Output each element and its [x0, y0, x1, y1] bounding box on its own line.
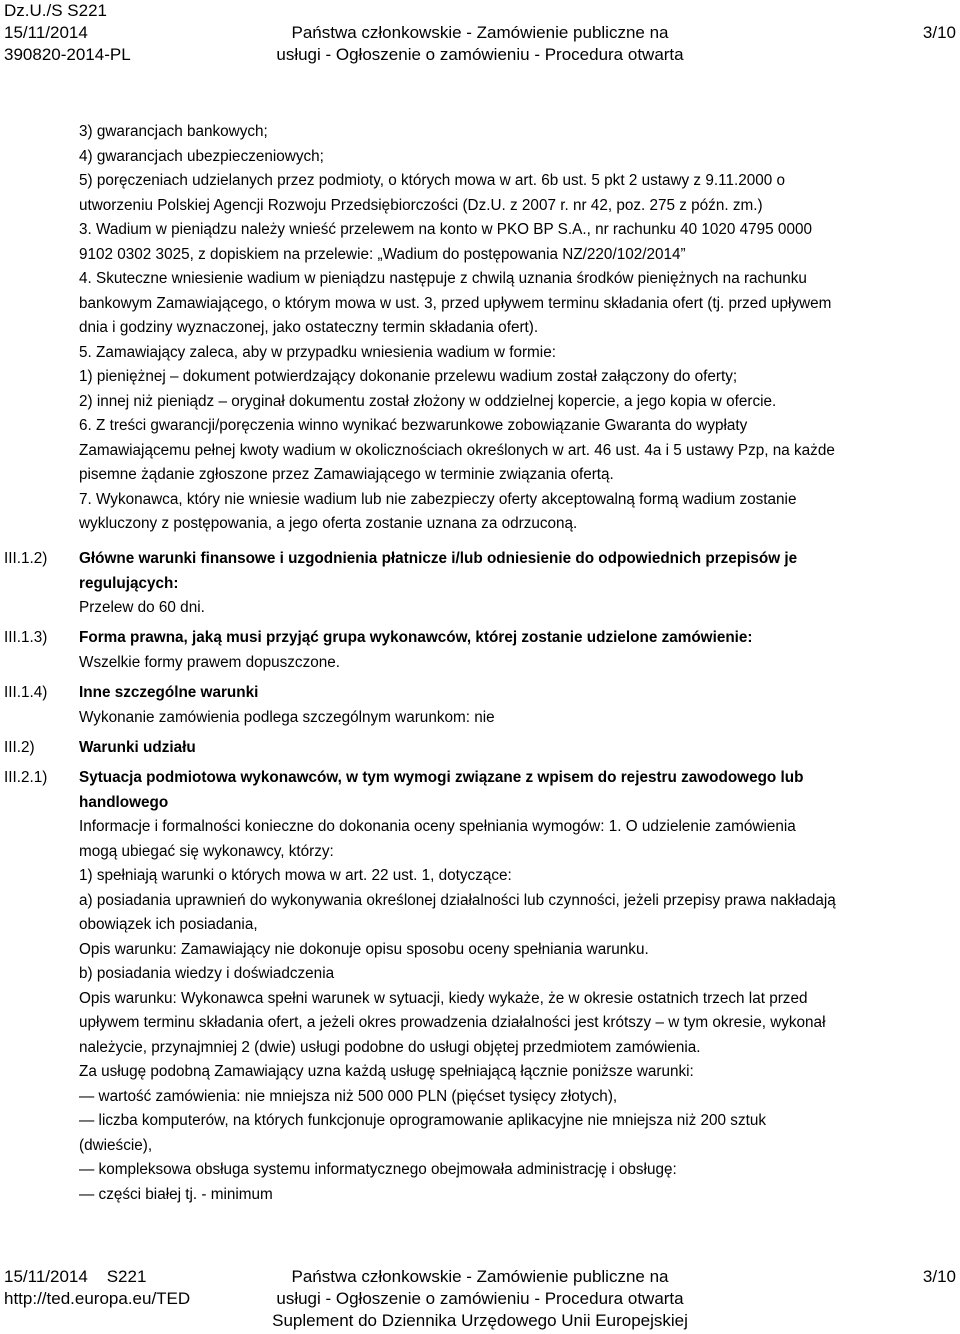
text-line: upływem terminu składania ofert, a jeżeli okres prowadzenia działalności jest krótszy – w tym okresie, wykonał	[79, 1014, 826, 1031]
section-III-1-3	[79, 626, 951, 675]
section-number: III.1.3)	[4, 629, 48, 646]
text-line: 3) gwarancjach bankowych;	[79, 123, 268, 140]
intro-text	[79, 120, 951, 537]
section-number: III.2)	[4, 739, 35, 756]
text-line: dnia i godziny wyznaczonej, jako ostateczny termin składania ofert).	[79, 319, 539, 336]
footer-center	[0, 1266, 960, 1332]
text-line: Informacje i formalności konieczne do dokonania oceny spełniania wymogów: 1. O udzielenie zamówienia	[79, 818, 796, 835]
text-line: 7. Wykonawca, który nie wniesie wadium lub nie zabezpieczy oferty akceptowalną formą wadium zostanie	[79, 490, 797, 508]
section-III-1-4	[79, 681, 951, 730]
text-line: — części białej tj. - minimum	[79, 1185, 273, 1203]
section-heading: Forma prawna, jaką musi przyjąć grupa wykonawców, której zostanie udzielone zamówienie:	[79, 629, 753, 646]
text-line: Za usługę podobną Zamawiający uzna każdą usługę spełniającą łącznie poniższe warunki:	[79, 1063, 694, 1080]
footer-date-ref: 15/11/2014 S221	[4, 1267, 147, 1286]
section-heading: Warunki udziału	[79, 739, 196, 756]
text-line: b) posiadania wiedzy i doświadczenia	[79, 965, 335, 982]
text-line: obowiązek ich posiadania,	[79, 916, 258, 933]
text-line: Zamawiającemu pełnej kwoty wadium w okolicznościach określonych w art. 46 ust. 4a i 5 ustawy Pzp, na każde	[79, 441, 835, 459]
section-heading: Sytuacja podmiotowa wykonawców, w tym wymogi związane z wpisem do rejestru zawodowego lub	[79, 769, 804, 786]
section-body: Przelew do 60 dni.	[79, 599, 205, 616]
text-line: bankowym Zamawiającego, o którym mowa w ust. 3, przed upływem terminu składania ofert (tj. przed upływem	[79, 294, 832, 312]
header-title-line1: Państwa członkowskie - Zamówienie publiczne na	[291, 23, 669, 42]
section-heading: Inne szczególne warunki	[79, 684, 259, 701]
text-line: 5) poręczeniach udzielanych przez podmioty, o których mowa w art. 6b ust. 5 pkt 2 ustawy z 9.11.2000 o	[79, 172, 786, 189]
text-line: 9102 0302 3025, z dopiskiem na przelewie: „Wadium do postępowania NZ/220/102/2014”	[79, 245, 686, 263]
footer-page-number: 3/10	[922, 1267, 956, 1286]
text-line: 5. Zamawiający zaleca, aby w przypadku wniesienia wadium w formie:	[79, 343, 556, 361]
text-line: — kompleksowa obsługa systemu informatycznego obejmowała administrację i obsługę:	[79, 1161, 677, 1178]
section-III-2-1	[79, 766, 951, 1207]
text-line: pisemne żądanie zgłoszone przez Zamawiającego w terminie związania ofertą.	[79, 466, 614, 483]
text-line: 4. Skuteczne wniesienie wadium w pieniądzu następuje z chwilą uznania środków pieniężnych na rachunku	[79, 270, 807, 287]
text-line: 3. Wadium w pieniądzu należy wnieść przelewem na konto w PKO BP S.A., nr rachunku 40 1020 4795 0000	[79, 221, 812, 238]
text-line: 2) innej niż pieniądz – oryginał dokumentu został złożony w oddzielnej kopercie, a jego kopia w ofercie.	[79, 392, 777, 410]
text-line: należycie, przynajmniej 2 (dwie) usługi podobne do usługi objętej przedmiotem zamówienia.	[79, 1038, 701, 1056]
header-date: 15/11/2014	[4, 23, 88, 42]
section-number: III.2.1)	[4, 769, 48, 786]
section-III-1-2	[79, 547, 951, 621]
section-heading: Główne warunki finansowe i uzgodnienia płatnicze i/lub odniesienie do odpowiednich przepisów je	[79, 550, 798, 567]
footer-url: http://ted.europa.eu/TED	[4, 1289, 191, 1308]
header-notice-id: 390820-2014-PL	[4, 45, 131, 64]
section-heading: regulujących:	[79, 574, 179, 592]
text-line: 6. Z treści gwarancji/poręczenia winno wynikać bezwarunkowe zobowiązanie Gwaranta do wypłaty	[79, 417, 748, 434]
text-line: (dwieście),	[79, 1136, 153, 1154]
section-body: Wykonanie zamówienia podlega szczególnym warunkom: nie	[79, 708, 495, 726]
text-line: 4) gwarancjach ubezpieczeniowych;	[79, 147, 324, 165]
text-line: wykluczony z postępowania, a jego oferta zostanie uznana za odrzuconą.	[79, 515, 578, 532]
text-line: — wartość zamówienia: nie mniejsza niż 500 000 PLN (pięćset tysięcy złotych),	[79, 1087, 618, 1105]
header-page-number: 3/10	[922, 23, 956, 42]
text-line: Opis warunku: Zamawiający nie dokonuje opisu sposobu oceny spełniania warunku.	[79, 940, 649, 958]
text-line: — liczba komputerów, na których funkcjonuje oprogramowanie aplikacyjne nie mniejsza niż 200 sztuk	[79, 1112, 767, 1129]
section-heading: handlowego	[79, 793, 169, 811]
header-title-line2: usługi - Ogłoszenie o zamówieniu - Procedura otwarta	[276, 45, 684, 64]
section-number: III.1.4)	[4, 684, 48, 701]
text-line: 1) spełniają warunki o których mowa w art. 22 ust. 1, dotyczące:	[79, 867, 512, 884]
text-line: Opis warunku: Wykonawca spełni warunek w sytuacji, kiedy wykaże, że w okresie ostatnich trzech lat przed	[79, 989, 808, 1007]
section-body: Wszelkie formy prawem dopuszczone.	[79, 653, 340, 671]
section-number: III.1.2)	[4, 550, 48, 567]
text-line: utworzeniu Polskiej Agencji Rozwoju Przedsiębiorczości (Dz.U. z 2007 r. nr 42, poz. 275 z późn. zm.)	[79, 196, 763, 214]
text-line: a) posiadania uprawnień do wykonywania określonej działalności lub czynności, jeżeli przepisy prawa nakładają	[79, 891, 836, 909]
footer-title-line2: usługi - Ogłoszenie o zamówieniu - Procedura otwarta	[276, 1289, 684, 1308]
section-III-2	[79, 736, 951, 761]
text-line: 1) pieniężnej – dokument potwierdzający dokonanie przelewu wadium został załączony do oferty;	[79, 368, 738, 385]
footer-title-line1: Państwa członkowskie - Zamówienie publiczne na	[291, 1267, 669, 1286]
text-line: mogą ubiegać się wykonawcy, którzy:	[79, 842, 334, 860]
footer-title-line3: Suplement do Dziennika Urzędowego Unii Europejskiej	[272, 1311, 688, 1330]
header-journal-ref: Dz.U./S S221	[4, 1, 107, 20]
header-center	[0, 22, 960, 66]
